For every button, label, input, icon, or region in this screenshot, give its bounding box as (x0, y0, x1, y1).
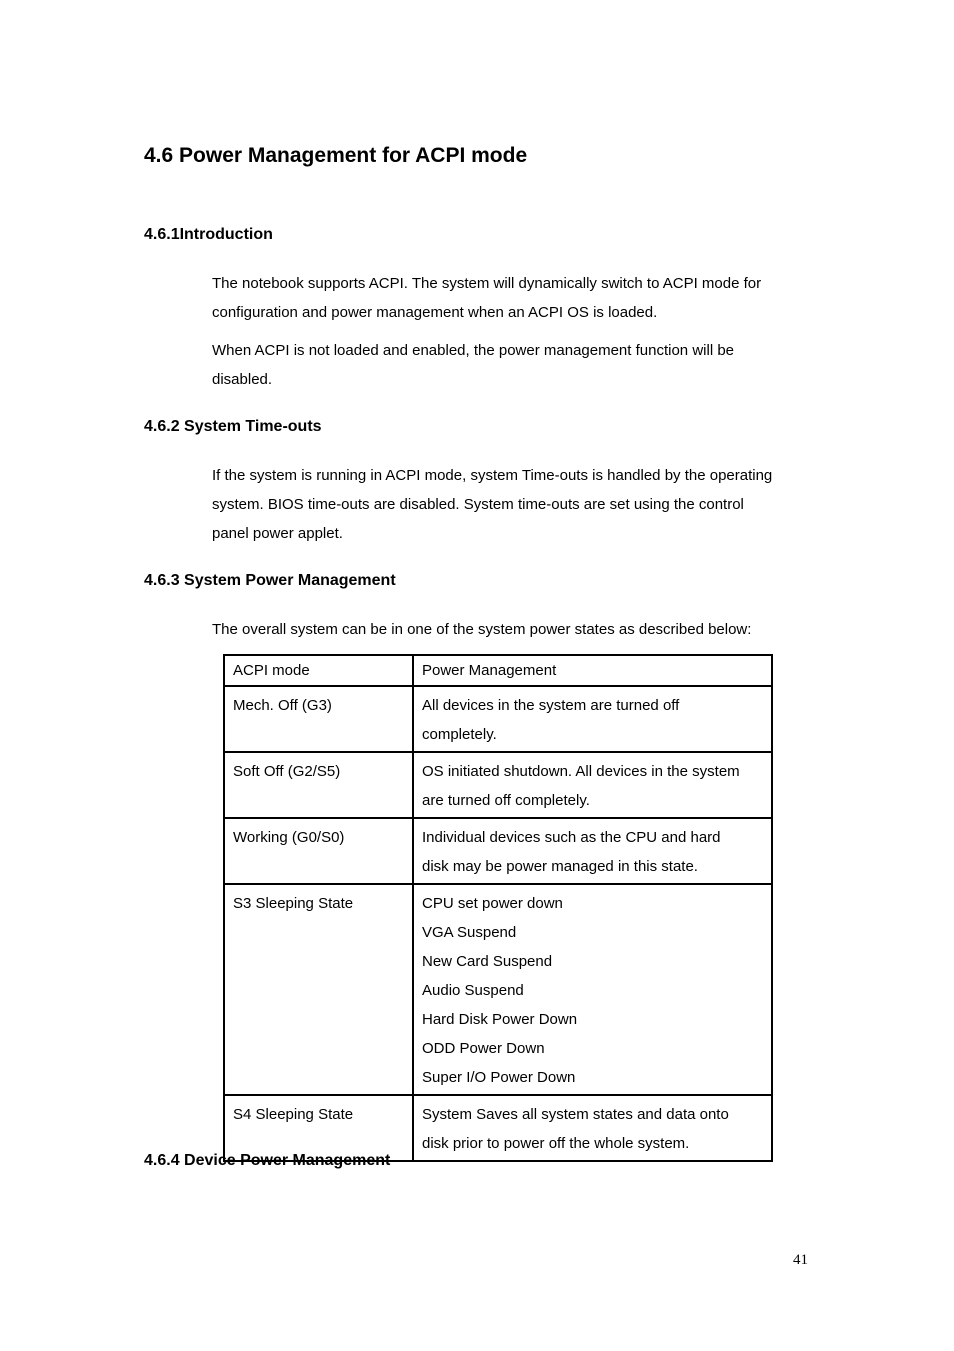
cell-description (413, 686, 772, 752)
cell-mode: S4 Sleeping State (224, 1095, 413, 1161)
cell-line: System Saves all system states and data onto (422, 1106, 729, 1123)
text-line: system. BIOS time-outs are disabled. System time-outs are set using the control (212, 496, 744, 513)
cell-line: disk may be power managed in this state. (422, 858, 698, 875)
cell-line: completely. (422, 726, 497, 743)
cell-line: Individual devices such as the CPU and hard (422, 829, 721, 846)
cell-mode: Soft Off (G2/S5) (224, 752, 413, 818)
heading-device-power-management: 4.6.4 Device Power Management (144, 1152, 391, 1169)
heading-introduction: 4.6.1Introduction (144, 226, 273, 243)
cell-mode: Mech. Off (G3) (224, 686, 413, 752)
power-states-table (223, 654, 773, 1162)
text-line: disabled. (212, 371, 273, 388)
cell-description (413, 752, 772, 818)
cell-line: OS initiated shutdown. All devices in the system (422, 763, 740, 780)
header-power-management: Power Management (413, 655, 772, 686)
cell-description (413, 818, 772, 884)
cell-line: Super I/O Power Down (422, 1069, 576, 1086)
cell-line: All devices in the system are turned off (422, 697, 680, 714)
cell-line: disk prior to power off the whole system. (422, 1135, 690, 1152)
text-line: configuration and power management when an ACPI OS is loaded. (212, 304, 658, 321)
text-line: The overall system can be in one of the system power states as described below: (212, 621, 752, 638)
section-title: 4.6 Power Management for ACPI mode (144, 144, 528, 167)
table-header-row (224, 655, 772, 686)
cell-line: Audio Suspend (422, 982, 524, 999)
cell-mode: Working (G0/S0) (224, 818, 413, 884)
cell-description (413, 884, 772, 1095)
table-row (224, 686, 772, 752)
cell-line: VGA Suspend (422, 924, 517, 941)
text-line: The notebook supports ACPI. The system will dynamically switch to ACPI mode for (212, 275, 762, 292)
header-acpi-mode: ACPI mode (224, 655, 413, 686)
cell-description (413, 1095, 772, 1161)
text-line: If the system is running in ACPI mode, system Time-outs is handled by the operating (212, 467, 773, 484)
paragraph-power-states-intro (212, 615, 822, 644)
paragraph-system-timeouts (212, 461, 822, 548)
paragraph-introduction-2 (212, 336, 822, 394)
cell-line: are turned off completely. (422, 792, 590, 809)
table-row (224, 818, 772, 884)
text-line: panel power applet. (212, 525, 343, 542)
cell-line: New Card Suspend (422, 953, 553, 970)
cell-line: Hard Disk Power Down (422, 1011, 578, 1028)
heading-system-power-management: 4.6.3 System Power Management (144, 572, 396, 589)
cell-line: CPU set power down (422, 895, 563, 912)
cell-line: ODD Power Down (422, 1040, 545, 1057)
paragraph-introduction-1 (212, 269, 822, 327)
cell-mode: S3 Sleeping State (224, 884, 413, 1095)
heading-system-timeouts: 4.6.2 System Time-outs (144, 418, 322, 435)
table-row (224, 884, 772, 1095)
table-row (224, 752, 772, 818)
text-line: When ACPI is not loaded and enabled, the power management function will be (212, 342, 734, 359)
page-number: 41 (793, 1252, 808, 1268)
